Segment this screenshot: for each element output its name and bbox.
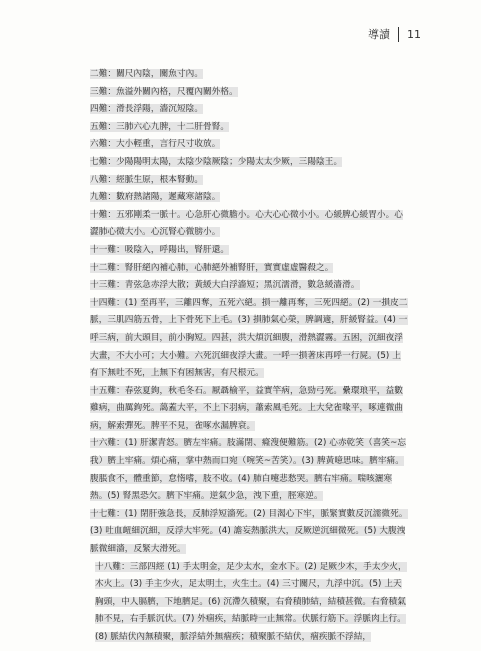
nan-paragraph bbox=[78, 154, 408, 172]
nan-number: 五難： bbox=[90, 121, 117, 132]
nan-paragraph bbox=[78, 383, 408, 436]
nan-text: 三部四經 (1) 手太明金，足少太水，金水下。(2) 足厥少木，手太少火，木火上。(3) 手主少火，足太明土，火生土。(4) 三寸關尺，九浮中沉。(5) 上天胸頭，中人膈臍，下地臍足。(6) 沉滯久積聚，右脅積肺結，結積甚微。右脅積氣肺不見，右手脈沉伏。(7) 外痼疾，結脈時一止無常。伏脈行筋下。浮脈肉上行。(8) 脈結伏內無積聚，脈浮結外無痼疾；積聚脈不結伏，痼疾脈不浮結， bbox=[95, 561, 407, 642]
nan-text: 關尺內陰，關魚寸內。 bbox=[116, 69, 204, 79]
nan-number: 四難： bbox=[90, 104, 117, 115]
nan-paragraph bbox=[78, 101, 408, 119]
document-body bbox=[78, 66, 408, 647]
nan-text: 數府熱諸陽，遲藏寒諸陰。 bbox=[116, 192, 221, 203]
nan-number: 十八難： bbox=[95, 561, 130, 572]
nan-text: (1) 閉肝強急長，反肺浮短濇死。(2) 目渴心下牢，脈緊實數反沉濡微死。(3) 吐血衄細沉細，反浮大牢死。(4) 譫妄熱脈洪大，反厥逆沉細微死。(5) 大腹洩脈微細濇，反緊大滑死。 bbox=[90, 508, 408, 555]
nan-paragraph bbox=[78, 260, 408, 278]
header-divider bbox=[398, 27, 399, 42]
nan-number: 二難： bbox=[90, 69, 117, 79]
page-header bbox=[368, 26, 421, 42]
nan-text: 腎肝絕內補心肺，心肺絕外補腎肝，實實虛虛醫殺之。 bbox=[124, 262, 334, 273]
nan-text: 魚溢外關內格，尺覆內關外格。 bbox=[116, 86, 238, 97]
nan-text: 少陽陽明太陽，太陰少陰厥陰；少陽太太少厥，三陽陰王。 bbox=[116, 156, 343, 167]
nan-text: 三肺六心九脾，十二肝骨腎。 bbox=[116, 121, 230, 132]
nan-number: 十六難： bbox=[90, 438, 125, 449]
nan-number: 十七難： bbox=[90, 508, 125, 519]
nan-text: (1) 至再平，三離四奪，五死六絕。損一離再奪，三死四絕。(2) 一損皮二脈，三肌四筋五骨，上下骨死下上毛。(3) 損肺氣心榮，脾調適，肝緩腎益。(4) 一呼三病，前大頭目，前小胸短。四甚，洪大煩沉細腹，滑熱澀霧。五困，沉細夜浮大畫，不大小可；大小難。六死沉細夜浮大畫。一呼一損著床再呼一行屍。(5) 上有下無吐不死，上無下有困無害，有尺根元。 bbox=[90, 297, 408, 379]
nan-paragraph bbox=[78, 242, 408, 260]
nan-number: 八難： bbox=[90, 174, 117, 185]
nan-paragraph bbox=[78, 66, 408, 84]
nan-number: 六難： bbox=[90, 139, 117, 150]
nan-number: 七難： bbox=[90, 156, 117, 167]
nan-paragraph bbox=[78, 435, 408, 505]
nan-text: 經脈生原，根本腎動。 bbox=[116, 174, 204, 185]
nan-text: 青弦急赤浮大散；黃緩大白浮濇短；黑沉濡滑，數急緩濇滑。 bbox=[124, 280, 360, 291]
nan-paragraph bbox=[78, 506, 408, 559]
nan-number: 十難： bbox=[90, 209, 117, 220]
nan-paragraph bbox=[78, 172, 408, 190]
nan-paragraph bbox=[78, 207, 408, 242]
nan-paragraph bbox=[78, 295, 408, 383]
nan-text: 五邪剛柔一脈十。心急肝心微膽小。心大心心微小小。心緩脾心緩胃小。心澀肺心微大小。心沉腎心微膀小。 bbox=[90, 209, 403, 238]
nan-paragraph bbox=[78, 136, 408, 154]
nan-number: 十二難： bbox=[90, 262, 125, 273]
nan-text: 春弦夏鉤，秋毛冬石。厭聶榆平，益實竿病，急勁弓死。纍環琅平，益數雞病，曲厲鉤死。藹蓋大平，不上下羽病，蕭索風毛死。上大兌雀喙平，啄連微曲病，解索彈死。脾平不見，雀啄水漏脾衰。 bbox=[90, 385, 403, 431]
nan-text: 大小輕重，言行尺寸收放。 bbox=[116, 139, 221, 150]
nan-paragraph bbox=[78, 559, 408, 647]
page-number: 11 bbox=[407, 27, 421, 41]
nan-paragraph bbox=[78, 277, 408, 295]
nan-text: 吸陰入，呼陽出，腎肝還。 bbox=[124, 244, 230, 255]
nan-paragraph bbox=[78, 189, 408, 207]
nan-number: 十四難： bbox=[90, 297, 125, 308]
nan-number: 十三難： bbox=[90, 280, 125, 291]
nan-number: 十五難： bbox=[90, 385, 125, 396]
nan-text: (1) 肝潔青怒。臍左牢痛。肢滿閉、癃溲便難筋。(2) 心赤乾笑（喜笑~忘我）臍上牢痛。煩心痛，掌中熱而口宛（啘笑~苦笑）。(3) 脾黃噫思味。臍牢痛。腹脹食不，體重節，怠惰嗜，肢不收。(4) 肺白嚏悲愁哭。臍右牢痛。喘咳灑寒熱。(5) 腎黑恐欠。臍下牢痛。逆氣少急，洩下重，脛寒逆。 bbox=[90, 438, 407, 502]
nan-paragraph bbox=[78, 84, 408, 102]
nan-number: 三難： bbox=[90, 86, 117, 97]
nan-text: 滑長浮陽，濇沉短陰。 bbox=[116, 104, 204, 115]
nan-paragraph bbox=[78, 119, 408, 137]
nan-number: 九難： bbox=[90, 192, 117, 203]
nan-number: 十一難： bbox=[90, 244, 125, 255]
section-title: 導讀 bbox=[368, 28, 390, 41]
